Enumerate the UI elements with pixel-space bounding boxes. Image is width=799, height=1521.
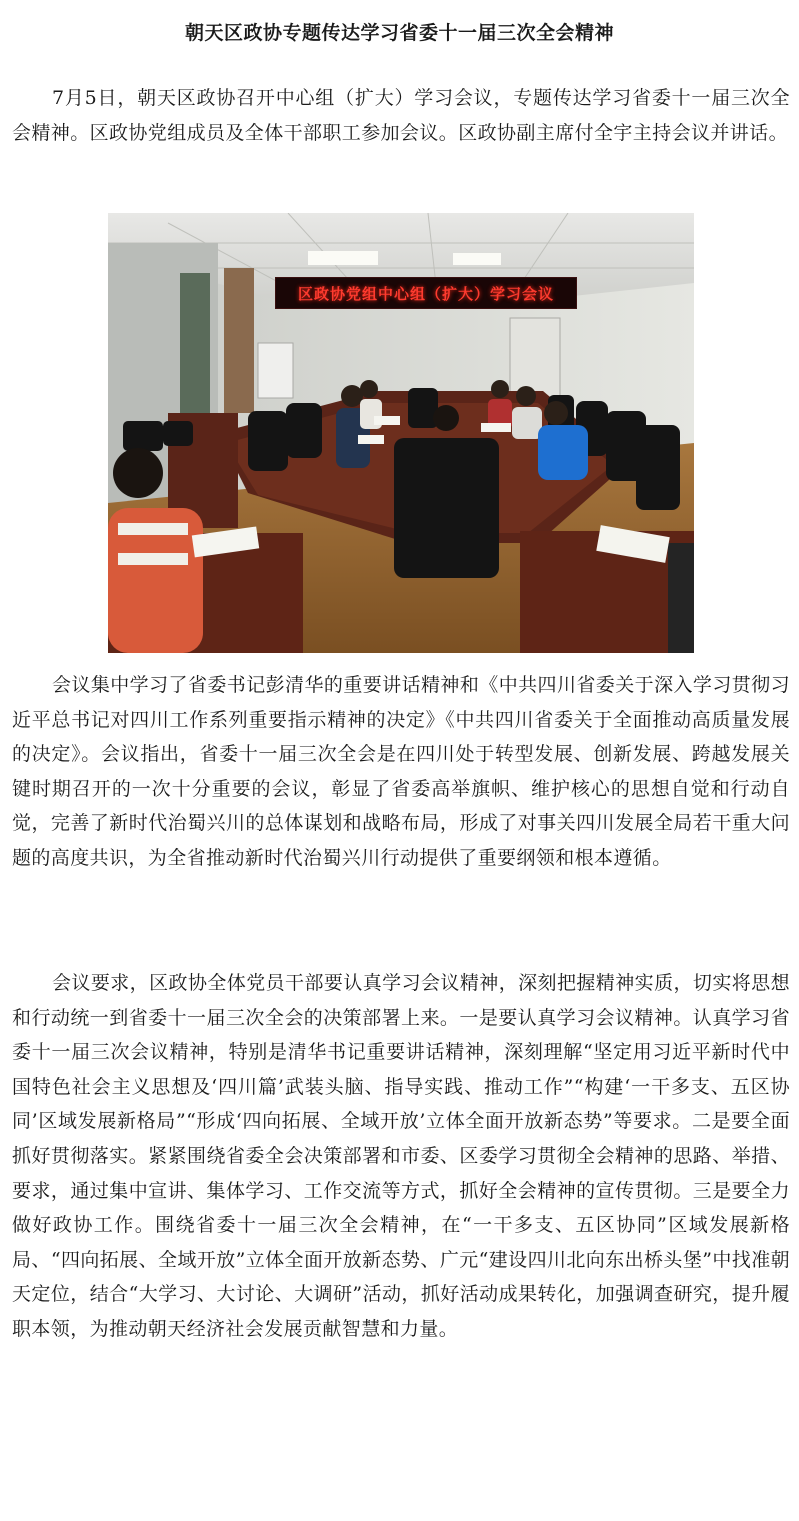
- led-banner: 区政协党组中心组（扩大）学习会议: [275, 277, 577, 309]
- paragraph-intro: 7月5日，朝天区政协召开中心组（扩大）学习会议，专题传达学习省委十一届三次全会精神。区政协党组成员及全体干部职工参加会议。区政协副主席付全宇主持会议并讲话。: [12, 87, 790, 144]
- article-title: 朝天区政协专题传达学习省委十一届三次全会精神: [184, 22, 614, 44]
- paragraph-study: 会议集中学习了省委书记彭清华的重要讲话精神和《中共四川省委关于深入学习贯彻习近平总书记对四川工作系列重要指示精神的决定》《中共四川省委关于全面推动高质量发展的决定》。会议指出，省委十一届三次全会是在四川处于转型发展、创新发展、跨越发展关键时期召开的一次十分重要的会议，彰显了省委高举旗帜、维护核心的思想自觉和行动自觉，完善了新时代治蜀兴川的总体谋划和战略布局，形成了对事关四川发展全局若干重大问题的高度共识，为全省推动新时代治蜀兴川行动提供了重要纲领和根本遵循。: [12, 674, 790, 869]
- paragraph-requirements: 会议要求，区政协全体党员干部要认真学习会议精神，深刻把握精神实质，切实将思想和行动统一到省委十一届三次全会的决策部署上来。一是要认真学习会议精神。认真学习省委十一届三次会议精神，特别是清华书记重要讲话精神，深刻理解“坚定用习近平新时代中国特色社会主义思想及‘四川篇’武装头脑、指导实践、推动工作”“构建‘一干多支、五区协同’区域发展新格局”“形成‘四向拓展、全域开放’立体全面开放新态势”等要求。二是要全面抓好贯彻落实。紧紧围绕省委全会决策部署和市委、区委学习贯彻全会精神的思路、举措、要求，通过集中宣讲、集体学习、工作交流等方式，抓好全会精神的宣传贯彻。三是要全力做好政协工作。围绕省委十一届三次全会精神，在“一干多支、五区协同”区域发展新格局、“四向拓展、全域开放”立体全面开放新态势、广元“建设四川北向东出桥头堡”中找准朝天定位，结合“大学习、大讨论、大调研”活动，抓好活动成果转化，加强调查研究，提升履职本领，为推动朝天经济社会发展贡献智慧和力量。: [12, 972, 790, 1340]
